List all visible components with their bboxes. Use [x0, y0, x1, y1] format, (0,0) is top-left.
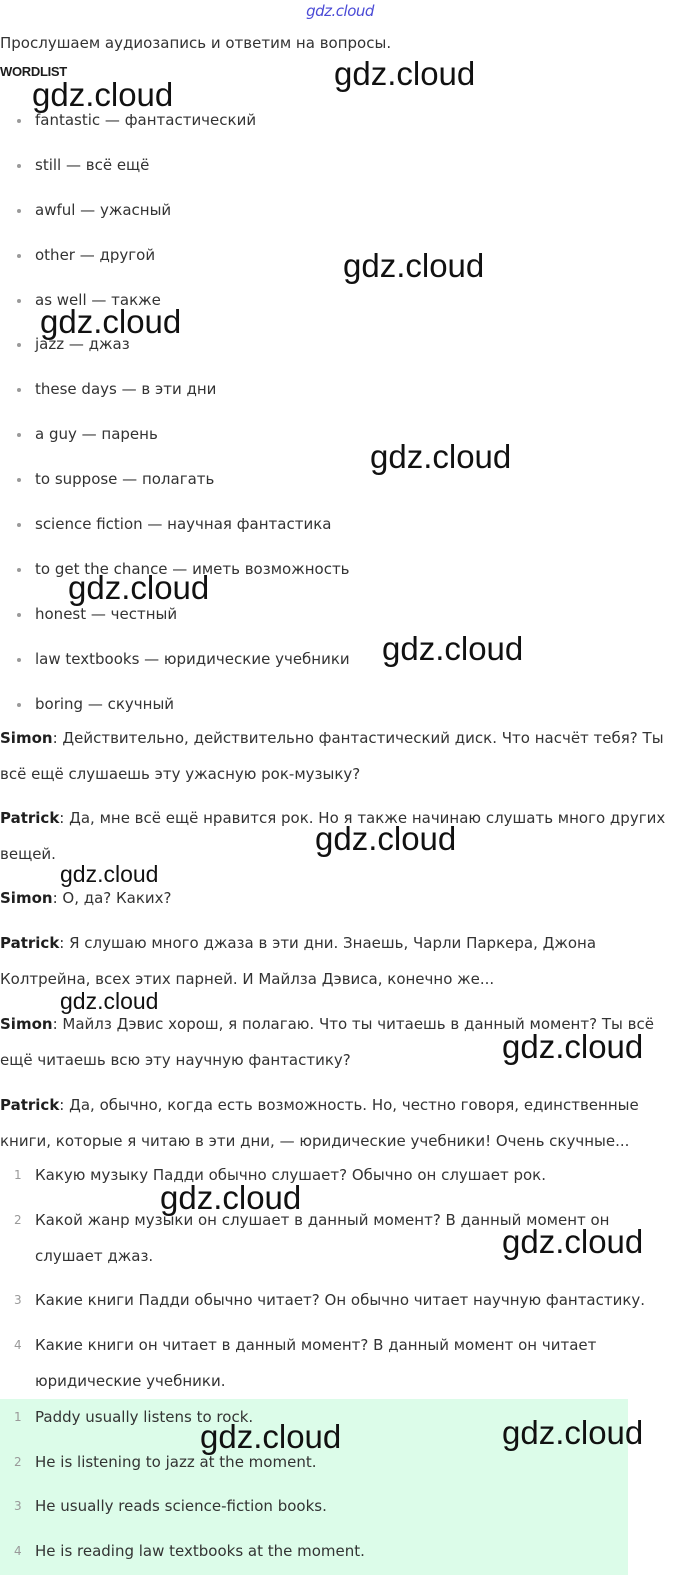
bullet-icon — [17, 523, 21, 527]
watermark: gdz.cloud — [502, 1414, 644, 1451]
wordlist — [0, 98, 680, 726]
speaker-name: Patrick — [0, 809, 60, 827]
answer-item: 2 He is listening to jazz at the moment. — [0, 1444, 680, 1488]
bullet-icon — [17, 343, 21, 347]
watermark: gdz.cloud — [60, 988, 159, 1014]
dialogue-text: : Да, мне всё ещё нравится рок. Но я также начинаю слушать много других вещей. — [0, 809, 666, 863]
item-number: 2 — [14, 1455, 22, 1469]
question-item: 2 Какой жанр музыки он слушает в данный момент? В данный момент он слушает джаз. — [0, 1202, 655, 1282]
wordlist-item: these days — в эти дни — [0, 367, 680, 412]
watermark: gdz.cloud — [40, 303, 182, 340]
wordlist-item: science fiction — научная фантастика — [0, 502, 680, 547]
speaker-name: Simon — [0, 729, 53, 747]
watermark: gdz.cloud — [315, 820, 457, 857]
item-number: 4 — [14, 1338, 22, 1352]
answer-item: 1 Paddy usually listens to rock. — [0, 1399, 680, 1444]
wordlist-heading: WORDLIST — [0, 64, 67, 79]
bullet-icon — [17, 164, 21, 168]
wordlist-item: to get the chance — иметь возможность — [0, 547, 680, 592]
intro-text: Прослушаем аудиозапись и ответим на вопросы. — [0, 34, 392, 52]
dialogue-line — [0, 720, 672, 792]
item-number: 1 — [14, 1410, 22, 1424]
dialogue-text: : О, да? Каких? — [52, 889, 172, 907]
wordlist-item: awful — ужасный — [0, 188, 680, 233]
item-number: 2 — [14, 1213, 22, 1227]
wordlist-item: fantastic — фантастический — [0, 98, 680, 143]
bullet-icon — [17, 299, 21, 303]
wordlist-item: law textbooks — юридические учебники — [0, 637, 680, 682]
dialogue-text: : Действительно, действительно фантастический диск. Что насчёт тебя? Ты всё ещё слушаешь эту ужасную рок-музыку? — [0, 729, 664, 783]
dialogue-line — [0, 925, 672, 997]
speaker-name: Patrick — [0, 934, 60, 952]
dialogue-line — [0, 1087, 672, 1159]
bullet-icon — [17, 388, 21, 392]
site-tag[interactable]: gdz.cloud — [306, 2, 374, 20]
bullet-icon — [17, 703, 21, 707]
answer-item: 3 He usually reads science-fiction books. — [0, 1488, 680, 1533]
wordlist-item: as well — также — [0, 278, 680, 323]
dialogue-text: : Да, обычно, когда есть возможность. Но, честно говоря, единственные книги, которые я читаю в эти дни, — юридические учебники! Очень скучные... — [0, 1096, 639, 1150]
watermark: gdz.cloud — [68, 569, 210, 606]
watermark: gdz.cloud — [60, 861, 159, 887]
watermark: gdz.cloud — [502, 1028, 644, 1065]
watermark: gdz.cloud — [160, 1179, 302, 1216]
item-number: 3 — [14, 1499, 22, 1513]
question-list — [0, 1157, 680, 1397]
item-number: 3 — [14, 1293, 22, 1307]
speaker-name: Patrick — [0, 1096, 60, 1114]
bullet-icon — [17, 433, 21, 437]
bullet-icon — [17, 119, 21, 123]
answer-item: 4 He is reading law textbooks at the moment. — [0, 1533, 680, 1575]
watermark: gdz.cloud — [370, 438, 512, 475]
bullet-icon — [17, 254, 21, 258]
bullet-icon — [17, 478, 21, 482]
question-item: 4 Какие книги он читает в данный момент? В данный момент он читает юридические учебники. — [0, 1327, 635, 1397]
question-item: 3 Какие книги Падди обычно читает? Он обычно читает научную фантастику. — [0, 1282, 680, 1327]
watermark: gdz.cloud — [32, 76, 174, 113]
speaker-name: Simon — [0, 1015, 53, 1033]
wordlist-item: boring — скучный — [0, 682, 680, 727]
speaker-name: Simon — [0, 889, 53, 907]
question-item: 1 Какую музыку Падди обычно слушает? Обычно он слушает рок. — [0, 1157, 680, 1202]
watermark: gdz.cloud — [382, 630, 524, 667]
wordlist-item: honest — честный — [0, 592, 680, 637]
bullet-icon — [17, 658, 21, 662]
item-number: 4 — [14, 1544, 22, 1558]
bullet-icon — [17, 613, 21, 617]
watermark: gdz.cloud — [334, 55, 476, 92]
wordlist-item: other — другой — [0, 233, 680, 278]
wordlist-item: a guy — парень — [0, 412, 680, 457]
dialogue-text: : Я слушаю много джаза в эти дни. Знаешь, Чарли Паркера, Джона Колтрейна, всех этих парней. И Майлза Дэвиса, конечно же... — [0, 934, 597, 988]
item-number: 1 — [14, 1168, 22, 1182]
watermark: gdz.cloud — [502, 1223, 644, 1260]
wordlist-item: still — всё ещё — [0, 143, 680, 188]
dialogue-text: : Майлз Дэвис хорош, я полагаю. Что ты читаешь в данный момент? Ты всё ещё читаешь всю эту научную фантастику? — [0, 1015, 654, 1069]
wordlist-item: jazz — джаз — [0, 322, 680, 367]
watermark: gdz.cloud — [200, 1418, 342, 1455]
watermark: gdz.cloud — [343, 247, 485, 284]
bullet-icon — [17, 568, 21, 572]
bullet-icon — [17, 209, 21, 213]
wordlist-item: to suppose — полагать — [0, 457, 680, 502]
